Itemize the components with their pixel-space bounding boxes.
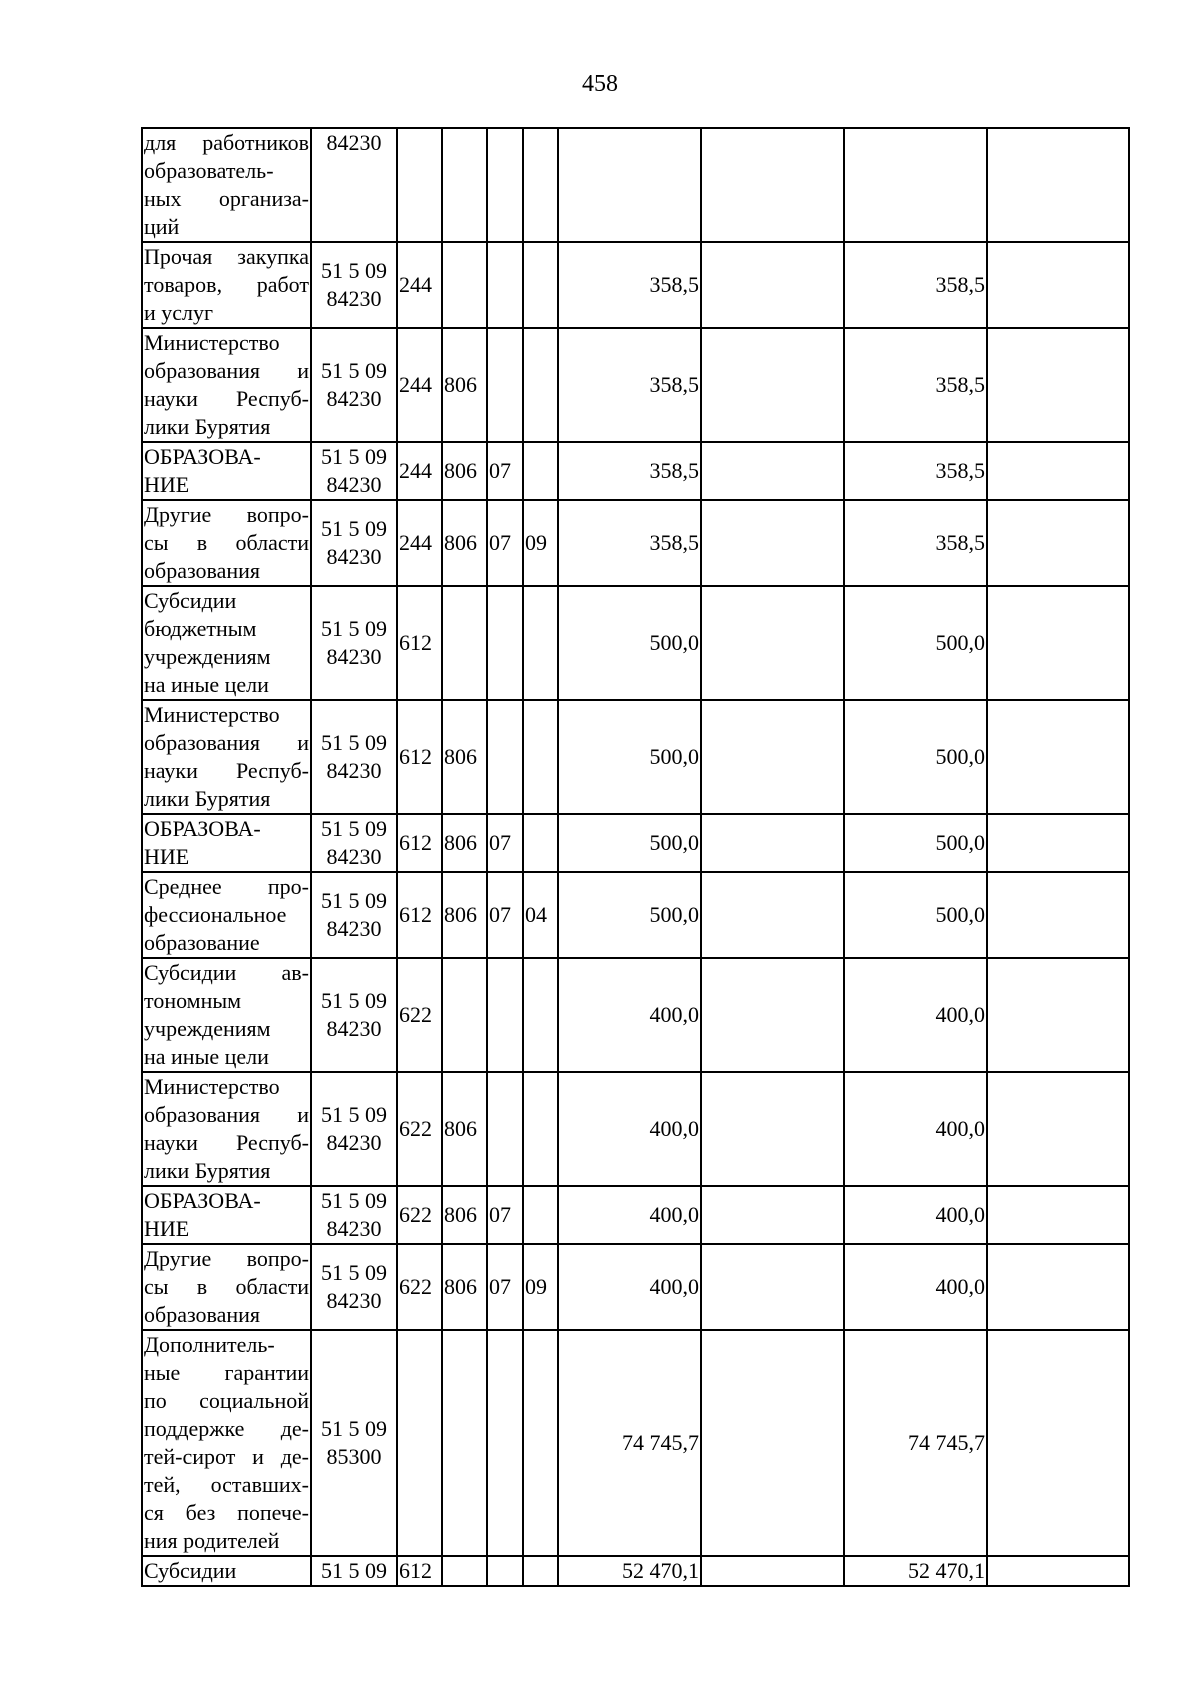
row-name-line: Другие вопро- (144, 502, 309, 527)
row-name-line: ные гарантии (144, 1360, 309, 1385)
amount-cell: 52 470,1 (558, 1556, 701, 1586)
row-name-line: Министерство (144, 330, 280, 355)
section-code: 07 (487, 872, 523, 958)
amount-cell: 52 470,1 (844, 1556, 987, 1586)
amount-cell: 74 745,7 (558, 1330, 701, 1556)
target-article-code: 51 5 09 84230 (311, 500, 397, 586)
amount-cell: 500,0 (558, 700, 701, 814)
row-name (142, 328, 311, 442)
row-name-line: Министерство (144, 702, 280, 727)
amount-cell (987, 128, 1129, 242)
amount-cell (701, 128, 844, 242)
row-name (142, 586, 311, 700)
expense-type-code: 622 (397, 1186, 442, 1244)
row-name (142, 128, 311, 242)
expense-type-code: 622 (397, 1244, 442, 1330)
ministry-code: 806 (442, 700, 487, 814)
table-row (142, 700, 1129, 814)
table-body (142, 128, 1129, 1586)
row-name-line: по социальной (144, 1388, 309, 1413)
subsection-code: 09 (523, 1244, 558, 1330)
amount-cell: 400,0 (558, 1244, 701, 1330)
amount-cell (701, 1330, 844, 1556)
amount-cell: 500,0 (844, 586, 987, 700)
amount-cell: 358,5 (844, 442, 987, 500)
section-code: 07 (487, 814, 523, 872)
row-name-line: науки Респуб- (144, 386, 309, 411)
table-row (142, 242, 1129, 328)
amount-cell (987, 500, 1129, 586)
section-code: 07 (487, 1186, 523, 1244)
ministry-code: 806 (442, 442, 487, 500)
amount-cell: 500,0 (844, 814, 987, 872)
amount-cell (701, 328, 844, 442)
table-row (142, 1556, 1129, 1586)
row-name-line: учреждениям (144, 1016, 271, 1041)
amount-cell: 400,0 (844, 1186, 987, 1244)
row-name-line: образования (144, 1302, 261, 1327)
row-name (142, 958, 311, 1072)
expense-type-code: 244 (397, 242, 442, 328)
expense-type-code: 622 (397, 1072, 442, 1186)
row-name (142, 242, 311, 328)
row-name-line: лики Бурятия (144, 786, 271, 811)
target-article-code: 51 5 09 84230 (311, 872, 397, 958)
subsection-code: 04 (523, 872, 558, 958)
ministry-code: 806 (442, 1244, 487, 1330)
amount-cell: 500,0 (844, 872, 987, 958)
amount-cell: 358,5 (558, 500, 701, 586)
section-code: 07 (487, 500, 523, 586)
subsection-code (523, 814, 558, 872)
row-name-line: Прочая закупка (144, 244, 309, 269)
section-code (487, 128, 523, 242)
table-row (142, 500, 1129, 586)
row-name-line: ния родителей (144, 1528, 280, 1553)
subsection-code (523, 128, 558, 242)
row-name-line: Среднее про- (144, 874, 309, 899)
row-name (142, 1244, 311, 1330)
target-article-code: 84230 (311, 128, 397, 242)
amount-cell: 400,0 (844, 958, 987, 1072)
ministry-code (442, 1556, 487, 1586)
amount-cell (987, 586, 1129, 700)
section-code (487, 700, 523, 814)
section-code (487, 1330, 523, 1556)
row-name-line: науки Респуб- (144, 758, 309, 783)
row-name-line: НИЕ (144, 844, 190, 869)
expense-type-code (397, 128, 442, 242)
row-name-line: образование (144, 930, 260, 955)
row-name (142, 814, 311, 872)
amount-cell (987, 442, 1129, 500)
ministry-code (442, 128, 487, 242)
row-name-line: учреждениям (144, 644, 271, 669)
row-name-line: Субсидии (144, 588, 237, 613)
ministry-code: 806 (442, 328, 487, 442)
row-name-line: ся без попече- (144, 1500, 309, 1525)
row-name-line: Дополнитель- (144, 1332, 275, 1357)
ministry-code (442, 958, 487, 1072)
row-name (142, 1072, 311, 1186)
amount-cell (987, 1186, 1129, 1244)
section-code (487, 328, 523, 442)
subsection-code (523, 242, 558, 328)
row-name-line: и услуг (144, 300, 214, 325)
row-name-line: тей, оставших- (144, 1472, 309, 1497)
section-code (487, 242, 523, 328)
table-row (142, 1330, 1129, 1556)
amount-cell (701, 958, 844, 1072)
row-name-line: тей-сирот и де- (144, 1444, 309, 1469)
row-name-line: образования (144, 558, 261, 583)
amount-cell: 358,5 (844, 328, 987, 442)
amount-cell (701, 242, 844, 328)
subsection-code (523, 1186, 558, 1244)
table-row (142, 128, 1129, 242)
table-row (142, 1072, 1129, 1186)
amount-cell (987, 242, 1129, 328)
row-name-line: образования и (144, 730, 309, 755)
row-name-line: бюджетным (144, 616, 257, 641)
amount-cell (987, 1556, 1129, 1586)
ministry-code: 806 (442, 814, 487, 872)
amount-cell (844, 128, 987, 242)
row-name-line: Другие вопро- (144, 1246, 309, 1271)
amount-cell (987, 958, 1129, 1072)
target-article-code: 51 5 09 (311, 1556, 397, 1586)
table-row (142, 814, 1129, 872)
amount-cell (701, 1556, 844, 1586)
expense-type-code: 244 (397, 500, 442, 586)
row-name-line: товаров, работ (144, 272, 309, 297)
ministry-code (442, 586, 487, 700)
amount-cell (987, 700, 1129, 814)
table-row (142, 442, 1129, 500)
table-row (142, 1186, 1129, 1244)
expense-type-code: 612 (397, 700, 442, 814)
row-name-line: лики Бурятия (144, 414, 271, 439)
row-name (142, 1186, 311, 1244)
target-article-code: 51 5 09 84230 (311, 442, 397, 500)
amount-cell (701, 1072, 844, 1186)
table-row (142, 1244, 1129, 1330)
amount-cell (987, 872, 1129, 958)
amount-cell (558, 128, 701, 242)
table-row (142, 328, 1129, 442)
expense-type-code: 612 (397, 586, 442, 700)
target-article-code: 51 5 09 84230 (311, 242, 397, 328)
row-name-line: сы в области (144, 530, 309, 555)
target-article-code: 51 5 09 84230 (311, 1072, 397, 1186)
target-article-code: 51 5 09 84230 (311, 958, 397, 1072)
row-name (142, 700, 311, 814)
target-article-code: 51 5 09 84230 (311, 328, 397, 442)
amount-cell: 358,5 (844, 500, 987, 586)
ministry-code: 806 (442, 1072, 487, 1186)
subsection-code: 09 (523, 500, 558, 586)
amount-cell (987, 328, 1129, 442)
section-code (487, 1072, 523, 1186)
row-name-line: Субсидии ав- (144, 960, 309, 985)
row-name-line: Министерство (144, 1074, 280, 1099)
expense-type-code (397, 1330, 442, 1556)
amount-cell (701, 442, 844, 500)
amount-cell (701, 1186, 844, 1244)
row-name-line: поддержке де- (144, 1416, 309, 1441)
amount-cell: 500,0 (558, 814, 701, 872)
row-name-line: ОБРАЗОВА- (144, 816, 261, 841)
amount-cell: 500,0 (558, 872, 701, 958)
row-name-line: НИЕ (144, 472, 190, 497)
amount-cell: 400,0 (844, 1244, 987, 1330)
ministry-code: 806 (442, 500, 487, 586)
amount-cell (701, 872, 844, 958)
amount-cell: 500,0 (844, 700, 987, 814)
subsection-code (523, 1072, 558, 1186)
target-article-code: 51 5 09 84230 (311, 586, 397, 700)
ministry-code: 806 (442, 1186, 487, 1244)
page-number: 458 (582, 71, 618, 97)
section-code (487, 1556, 523, 1586)
amount-cell: 400,0 (558, 1186, 701, 1244)
row-name-line: образования и (144, 1102, 309, 1127)
amount-cell (987, 1072, 1129, 1186)
section-code (487, 958, 523, 1072)
amount-cell: 358,5 (558, 242, 701, 328)
amount-cell: 400,0 (558, 958, 701, 1072)
ministry-code: 806 (442, 872, 487, 958)
amount-cell (987, 814, 1129, 872)
row-name (142, 442, 311, 500)
row-name-line: ОБРАЗОВА- (144, 444, 261, 469)
budget-table (141, 127, 1130, 1587)
expense-type-code: 612 (397, 872, 442, 958)
row-name-line: лики Бурятия (144, 1158, 271, 1183)
subsection-code (523, 442, 558, 500)
amount-cell: 358,5 (558, 442, 701, 500)
amount-cell: 74 745,7 (844, 1330, 987, 1556)
target-article-code: 51 5 09 85300 (311, 1330, 397, 1556)
row-name-line: ных организа- (144, 186, 309, 211)
amount-cell (701, 500, 844, 586)
amount-cell (701, 1244, 844, 1330)
subsection-code (523, 328, 558, 442)
amount-cell (701, 814, 844, 872)
table-row (142, 586, 1129, 700)
expense-type-code: 244 (397, 328, 442, 442)
expense-type-code: 244 (397, 442, 442, 500)
target-article-code: 51 5 09 84230 (311, 814, 397, 872)
table-row (142, 958, 1129, 1072)
amount-cell: 400,0 (558, 1072, 701, 1186)
row-name-line: ОБРАЗОВА- (144, 1188, 261, 1213)
row-name-line: ций (144, 214, 180, 239)
expense-type-code: 622 (397, 958, 442, 1072)
target-article-code: 51 5 09 84230 (311, 700, 397, 814)
row-name-line: сы в области (144, 1274, 309, 1299)
amount-cell: 500,0 (558, 586, 701, 700)
section-code (487, 586, 523, 700)
target-article-code: 51 5 09 84230 (311, 1244, 397, 1330)
section-code: 07 (487, 442, 523, 500)
ministry-code (442, 242, 487, 328)
subsection-code (523, 958, 558, 1072)
row-name-line: для работников (144, 130, 309, 155)
expense-type-code: 612 (397, 1556, 442, 1586)
expense-type-code: 612 (397, 814, 442, 872)
target-article-code: 51 5 09 84230 (311, 1186, 397, 1244)
amount-cell (701, 700, 844, 814)
amount-cell (987, 1244, 1129, 1330)
row-name-line: Субсидии (144, 1558, 237, 1583)
row-name (142, 1556, 311, 1586)
subsection-code (523, 586, 558, 700)
row-name-line: науки Респуб- (144, 1130, 309, 1155)
row-name (142, 1330, 311, 1556)
amount-cell: 358,5 (844, 242, 987, 328)
row-name-line: на иные цели (144, 672, 269, 697)
amount-cell (987, 1330, 1129, 1556)
section-code: 07 (487, 1244, 523, 1330)
row-name (142, 500, 311, 586)
table-row (142, 872, 1129, 958)
subsection-code (523, 1556, 558, 1586)
subsection-code (523, 700, 558, 814)
amount-cell (701, 586, 844, 700)
amount-cell: 358,5 (558, 328, 701, 442)
row-name-line: НИЕ (144, 1216, 190, 1241)
row-name-line: образования и (144, 358, 309, 383)
row-name (142, 872, 311, 958)
row-name-line: образователь- (144, 158, 274, 183)
row-name-line: фессиональное (144, 902, 287, 927)
row-name-line: на иные цели (144, 1044, 269, 1069)
amount-cell: 400,0 (844, 1072, 987, 1186)
subsection-code (523, 1330, 558, 1556)
ministry-code (442, 1330, 487, 1556)
row-name-line: тономным (144, 988, 242, 1013)
